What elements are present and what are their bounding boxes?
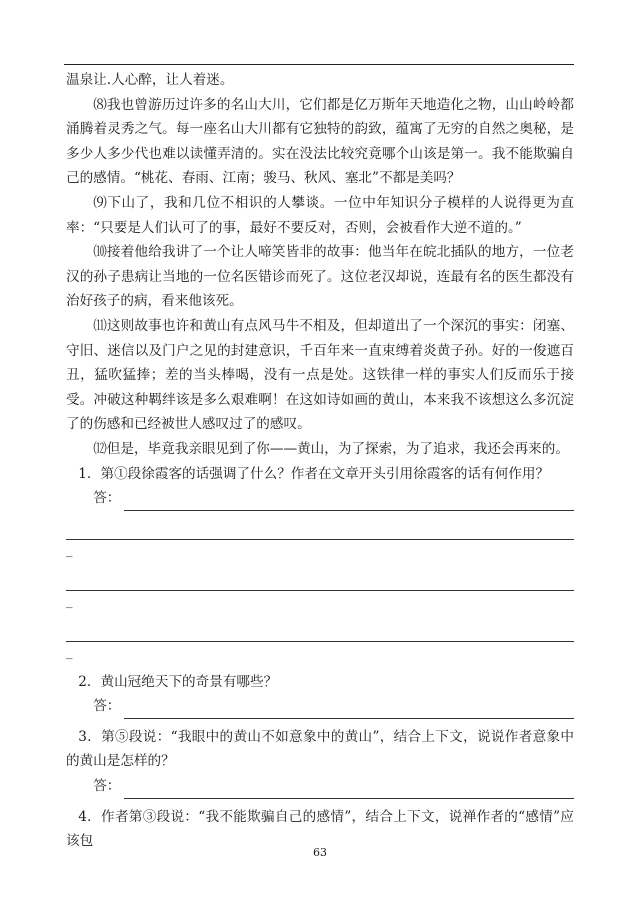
question-3: 3．第⑤段说：“我眼中的黄山不如意象中的黄山”，结合上下文，说说作者意象中的黄山是怎样的？ xyxy=(66,728,574,770)
question-1: 1．第①段徐霞客的话强调了什么？作者在文章开头引用徐霞客的话有何作用？ xyxy=(78,465,550,482)
dash-mark: _ xyxy=(66,644,73,660)
page-number: 63 xyxy=(313,846,327,859)
answer-row-1 xyxy=(93,486,574,511)
question-2: 2．黄山冠绝天下的奇景有哪些？ xyxy=(78,673,278,690)
answer-label: 答： xyxy=(93,698,121,715)
answer-label: 答： xyxy=(93,778,121,795)
paragraph-10: ⑽接着他给我讲了一个让人啼笑皆非的故事：他当年在皖北插队的地方，一位老汉的孙子患病让当地的一位名医错诊而死了。这位老汉却说，连最有名的医生都没有治好孩子的病，看来他该死。 xyxy=(66,244,574,310)
answer-line xyxy=(66,519,574,540)
dash-mark: _ xyxy=(66,542,73,558)
dash-mark: _ xyxy=(66,593,73,609)
question-4: 4．作者第③段说：“我不能欺骗自己的感情”，结合上下文，说禅作者的“感情”应该包 xyxy=(66,808,574,850)
answer-row-3 xyxy=(93,774,574,799)
page-content xyxy=(66,68,574,854)
paragraph-continuation: 温泉让.人心醉，让人着迷。 xyxy=(66,72,234,88)
answer-line xyxy=(124,700,574,719)
answer-line xyxy=(66,570,574,591)
paragraph-12: ⑿但是，毕竟我亲眼见到了你——黄山，为了探索，为了追求，我还会再来的。 xyxy=(93,440,569,457)
answer-line xyxy=(66,621,574,642)
paragraph-8: ⑻我也曾游历过许多的名山大川，它们都是亿万斯年天地造化之物，山山岭岭都涌腾着灵秀之气。每一座名山大川都有它独特的韵致，蕴寓了无穷的自然之奥秘，是多少人多少代也难以读懂弄清的。实在没法比较究竟哪个山该是第一。我不能欺骗自己的感情。“桃花、春雨、江南；骏马、秋风、塞北”不都是美吗？ xyxy=(66,96,574,187)
answer-line xyxy=(124,780,574,799)
paragraph-11: ⑾这则故事也许和黄山有点风马牛不相及，但却道出了一个深沉的事实：闭塞、守旧、迷信以及门户之见的封建意识，千百年来一直束缚着炎黄子孙。好的一俊遮百丑，猛吹猛捧；差的当头棒喝，没有一点是处。这铁律一样的事实人们反而乐于接受。冲破这种羁绊该是多么艰难啊！在这如诗如画的黄山，本来我不该想这么多沉淀了的伤感和已经被世人感叹过了的感叹。 xyxy=(66,317,574,433)
paragraph-9: ⑼下山了，我和几位不相识的人攀谈。一位中年知识分子模样的人说得更为直率：“只要是人们认可了的事，最好不要反对，否则，会被看作大逆不道的。” xyxy=(66,194,574,236)
answer-line xyxy=(124,492,574,511)
answer-row-2 xyxy=(93,694,574,719)
answer-label: 答： xyxy=(93,490,121,507)
header-rule xyxy=(64,64,574,65)
